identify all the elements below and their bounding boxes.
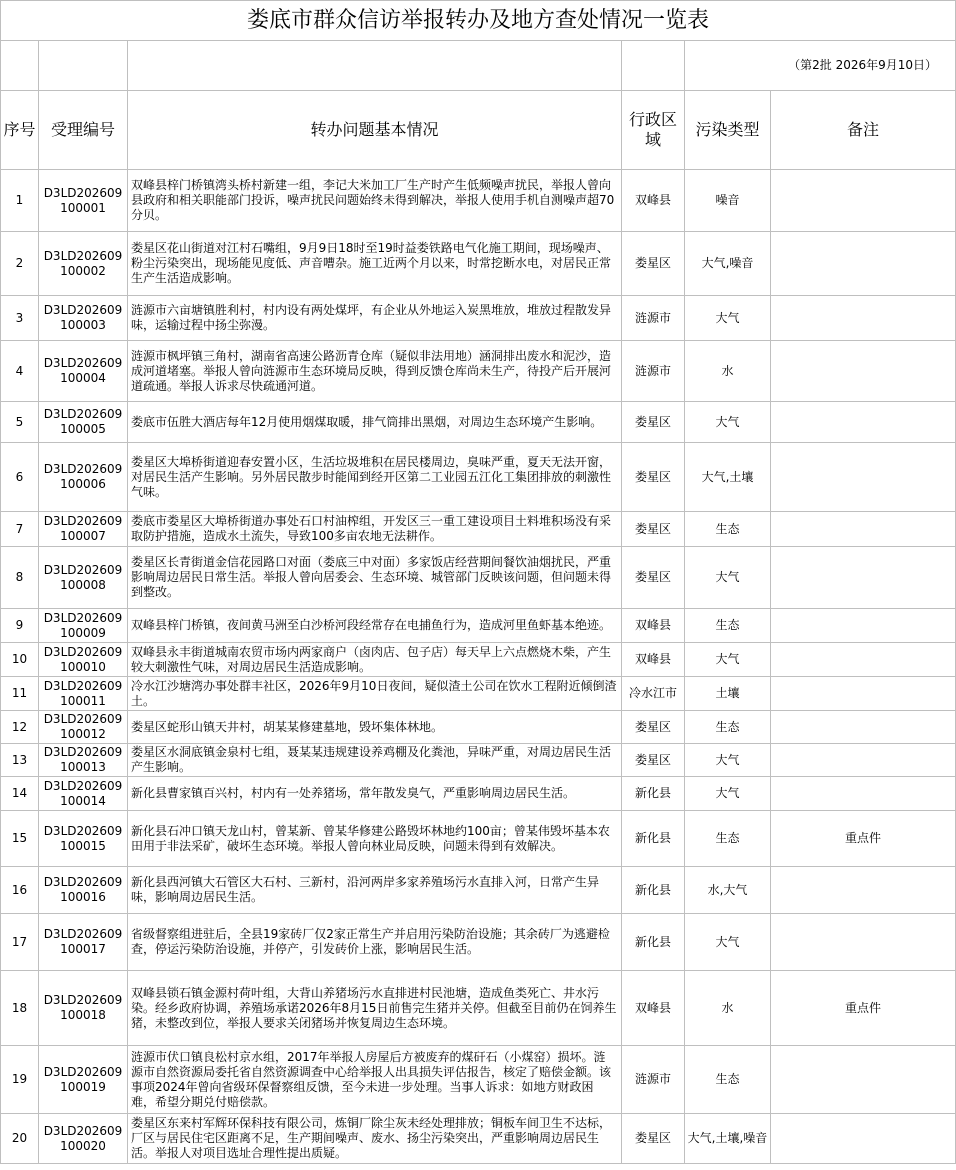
row-code: D3LD202609100002 [39, 232, 128, 296]
row-code: D3LD202609100020 [39, 1114, 128, 1164]
row-region: 娄星区 [622, 402, 685, 443]
row-note [771, 296, 956, 341]
row-seq: 16 [1, 867, 39, 914]
row-region: 涟源市 [622, 1046, 685, 1114]
row-region: 双峰县 [622, 609, 685, 643]
row-seq: 13 [1, 744, 39, 777]
header-note: 备注 [771, 91, 956, 170]
row-code: D3LD202609100010 [39, 643, 128, 677]
row-pollution-type: 水,大气 [685, 867, 771, 914]
row-note [771, 1114, 956, 1164]
row-pollution-type: 大气 [685, 402, 771, 443]
row-seq: 6 [1, 443, 39, 512]
title-row [1, 1, 956, 41]
table-row [1, 341, 956, 402]
table-row [1, 1046, 956, 1114]
batch-label: （第2批 2026年9月10日） [685, 41, 956, 91]
row-code: D3LD202609100012 [39, 711, 128, 744]
row-pollution-type: 大气,土壤,噪音 [685, 1114, 771, 1164]
table-row [1, 609, 956, 643]
row-region: 新化县 [622, 914, 685, 971]
header-pollution: 污染类型 [685, 91, 771, 170]
row-description: 娄星区花山街道对江村石嘴组，9月9日18时至19时益娄铁路电气化施工期间，现场噪声、粉尘污染突出，现场能见度低、声音嘈杂。施工近两个月以来，时常挖断水电，对居民正常生产生活造成影响。 [128, 232, 622, 296]
row-note: 重点件 [771, 811, 956, 867]
row-note [771, 512, 956, 547]
row-code: D3LD202609100009 [39, 609, 128, 643]
header-row [1, 91, 956, 170]
row-pollution-type: 生态 [685, 1046, 771, 1114]
row-description: 双峰县永丰街道城南农贸市场内两家商户（卤肉店、包子店）每天早上六点燃烧木柴，产生较大刺激性气味，对周边居民生活造成影响。 [128, 643, 622, 677]
row-seq: 12 [1, 711, 39, 744]
row-note [771, 677, 956, 711]
empty-cell [622, 41, 685, 91]
row-pollution-type: 大气 [685, 914, 771, 971]
row-seq: 17 [1, 914, 39, 971]
table-row [1, 170, 956, 232]
row-seq: 8 [1, 547, 39, 609]
table-row [1, 811, 956, 867]
row-pollution-type: 大气 [685, 744, 771, 777]
row-pollution-type: 大气 [685, 296, 771, 341]
table-row [1, 867, 956, 914]
row-pollution-type: 水 [685, 971, 771, 1046]
row-description: 双峰县锁石镇金源村荷叶组，大背山养猪场污水直排进村民池塘，造成鱼类死亡、井水污染。经乡政府协调，养殖场承诺2026年8月15日前售完生猪并关停。但截至目前仍在饲养生猪，未整改到位，举报人要求关闭猪场并恢复周边生态环境。 [128, 971, 622, 1046]
table-row [1, 1114, 956, 1164]
row-pollution-type: 大气 [685, 643, 771, 677]
empty-cell [128, 41, 622, 91]
row-region: 双峰县 [622, 643, 685, 677]
row-region: 娄星区 [622, 512, 685, 547]
row-pollution-type: 生态 [685, 512, 771, 547]
row-seq: 7 [1, 512, 39, 547]
batch-row [1, 41, 956, 91]
row-region: 新化县 [622, 867, 685, 914]
row-region: 娄星区 [622, 744, 685, 777]
row-code: D3LD202609100001 [39, 170, 128, 232]
row-pollution-type: 生态 [685, 609, 771, 643]
row-seq: 4 [1, 341, 39, 402]
row-description: 新化县曹家镇百兴村，村内有一处养猪场，常年散发臭气，严重影响周边居民生活。 [128, 777, 622, 811]
row-code: D3LD202609100017 [39, 914, 128, 971]
row-description: 涟源市六亩塘镇胜利村，村内设有两处煤坪，有企业从外地运入炭黑堆放，堆放过程散发异味，运输过程中扬尘弥漫。 [128, 296, 622, 341]
row-seq: 9 [1, 609, 39, 643]
row-seq: 19 [1, 1046, 39, 1114]
header-code: 受理编号 [39, 91, 128, 170]
table-row [1, 777, 956, 811]
page-title: 娄底市群众信访举报转办及地方查处情况一览表 [1, 1, 956, 41]
row-code: D3LD202609100004 [39, 341, 128, 402]
row-note [771, 443, 956, 512]
row-seq: 20 [1, 1114, 39, 1164]
empty-cell [1, 41, 39, 91]
row-code: D3LD202609100013 [39, 744, 128, 777]
row-region: 娄星区 [622, 232, 685, 296]
row-note [771, 341, 956, 402]
row-description: 娄星区蛇形山镇天井村，胡某某修建墓地，毁坏集体林地。 [128, 711, 622, 744]
row-note [771, 547, 956, 609]
row-seq: 10 [1, 643, 39, 677]
row-note [771, 402, 956, 443]
row-description: 娄星区水洞底镇金泉村七组，聂某某违规建设养鸡棚及化粪池，异味严重，对周边居民生活产生影响。 [128, 744, 622, 777]
row-note [771, 643, 956, 677]
row-note [771, 170, 956, 232]
table-row [1, 402, 956, 443]
table-row [1, 744, 956, 777]
row-note: 重点件 [771, 971, 956, 1046]
row-description: 娄底市娄星区大埠桥街道办事处石口村油榨组，开发区三一重工建设项目土料堆积场没有采取防护措施，造成水土流失，导致100多亩农地无法耕作。 [128, 512, 622, 547]
header-desc: 转办问题基本情况 [128, 91, 622, 170]
row-description: 新化县西河镇大石管区大石村、三新村，沿河两岸多家养殖场污水直排入河，日常产生异味，影响周边居民生活。 [128, 867, 622, 914]
row-description: 双峰县梓门桥镇，夜间黄马洲至白沙桥河段经常存在电捕鱼行为，造成河里鱼虾基本绝迹。 [128, 609, 622, 643]
row-code: D3LD202609100015 [39, 811, 128, 867]
row-seq: 5 [1, 402, 39, 443]
row-pollution-type: 大气 [685, 777, 771, 811]
row-seq: 11 [1, 677, 39, 711]
row-code: D3LD202609100005 [39, 402, 128, 443]
header-region: 行政区域 [622, 91, 685, 170]
row-note [771, 232, 956, 296]
row-code: D3LD202609100008 [39, 547, 128, 609]
row-note [771, 1046, 956, 1114]
row-description: 娄星区大埠桥街道迎春安置小区，生活垃圾堆积在居民楼周边，臭味严重，夏天无法开窗，对居民生活产生影响。另外居民散步时能闻到经开区第二工业园五江化工集团排放的刺激性气味。 [128, 443, 622, 512]
row-seq: 14 [1, 777, 39, 811]
table-row [1, 547, 956, 609]
table-row [1, 643, 956, 677]
row-description: 新化县石冲口镇天龙山村，曾某新、曾某华修建公路毁坏林地约100亩；曾某伟毁坏基本农田用于非法采矿，破坏生态环境。举报人曾向林业局反映，问题未得到有效解决。 [128, 811, 622, 867]
row-pollution-type: 大气 [685, 547, 771, 609]
row-region: 新化县 [622, 777, 685, 811]
table-body [1, 1, 956, 1164]
row-code: D3LD202609100007 [39, 512, 128, 547]
row-pollution-type: 生态 [685, 711, 771, 744]
row-region: 双峰县 [622, 971, 685, 1046]
row-note [771, 867, 956, 914]
table-row [1, 443, 956, 512]
row-seq: 18 [1, 971, 39, 1046]
row-code: D3LD202609100019 [39, 1046, 128, 1114]
table-row [1, 914, 956, 971]
row-region: 新化县 [622, 811, 685, 867]
table-row [1, 711, 956, 744]
row-code: D3LD202609100014 [39, 777, 128, 811]
empty-cell [39, 41, 128, 91]
row-region: 冷水江市 [622, 677, 685, 711]
row-region: 娄星区 [622, 443, 685, 512]
row-description: 涟源市伏口镇良松村京水组，2017年举报人房屋后方被废弃的煤矸石（小煤窑）损坏。涟源市自然资源局委托省自然资源调查中心给举报人出具损失评估报告，核定了赔偿金额。该事项2024年曾向省级环保督察组反馈，至今未进一步处理。当事人诉求：如地方财政困难，希望分期兑付赔偿款。 [128, 1046, 622, 1114]
table-row [1, 971, 956, 1046]
row-note [771, 711, 956, 744]
row-description: 冷水江沙塘湾办事处群丰社区，2026年9月10日夜间，疑似渣土公司在饮水工程附近倾倒渣土。 [128, 677, 622, 711]
row-description: 娄底市伍胜大酒店每年12月使用烟煤取暖，排气筒排出黑烟，对周边生态环境产生影响。 [128, 402, 622, 443]
row-seq: 3 [1, 296, 39, 341]
row-pollution-type: 大气,土壤 [685, 443, 771, 512]
row-description: 娄星区东来村军辉环保科技有限公司，炼铜厂除尘灰未经处理排放；铜板车间卫生不达标，厂区与居民住宅区距离不足，生产期间噪声、废水、扬尘污染突出，严重影响周边居民生活。举报人对项目选址合理性提出质疑。 [128, 1114, 622, 1164]
row-code: D3LD202609100016 [39, 867, 128, 914]
row-region: 娄星区 [622, 711, 685, 744]
row-description: 娄星区长青街道金信花园路口对面（娄底三中对面）多家饭店经营期间餐饮油烟扰民，严重影响周边居民日常生活。举报人曾向居委会、生态环境、城管部门反映该问题，但问题未得到整改。 [128, 547, 622, 609]
table-row [1, 296, 956, 341]
row-region: 双峰县 [622, 170, 685, 232]
row-code: D3LD202609100011 [39, 677, 128, 711]
table-row [1, 232, 956, 296]
row-pollution-type: 生态 [685, 811, 771, 867]
row-note [771, 609, 956, 643]
row-code: D3LD202609100006 [39, 443, 128, 512]
row-seq: 1 [1, 170, 39, 232]
row-pollution-type: 噪音 [685, 170, 771, 232]
header-seq: 序号 [1, 91, 39, 170]
row-pollution-type: 土壤 [685, 677, 771, 711]
row-note [771, 914, 956, 971]
row-description: 省级督察组进驻后，全县19家砖厂仅2家正常生产并启用污染防治设施；其余砖厂为逃避检查，停运污染防治设施，并停产，引发砖价上涨，影响居民生活。 [128, 914, 622, 971]
row-region: 娄星区 [622, 547, 685, 609]
row-region: 娄星区 [622, 1114, 685, 1164]
row-seq: 15 [1, 811, 39, 867]
table-row [1, 677, 956, 711]
row-note [771, 777, 956, 811]
row-note [771, 744, 956, 777]
table-row [1, 512, 956, 547]
row-description: 涟源市枫坪镇三角村，湖南省高速公路沥青仓库（疑似非法用地）涵洞排出废水和泥沙，造成河道堵塞。举报人曾向涟源市生态环境局反映，得到反馈仓库尚未生产，待投产后开展河道疏通。举报人诉求尽快疏通河道。 [128, 341, 622, 402]
row-seq: 2 [1, 232, 39, 296]
row-region: 涟源市 [622, 341, 685, 402]
row-pollution-type: 大气,噪音 [685, 232, 771, 296]
row-region: 涟源市 [622, 296, 685, 341]
row-code: D3LD202609100003 [39, 296, 128, 341]
row-pollution-type: 水 [685, 341, 771, 402]
row-description: 双峰县梓门桥镇湾头桥村新建一组，李记大米加工厂生产时产生低频噪声扰民，举报人曾向县政府和相关职能部门投诉，噪声扰民问题始终未得到解决，举报人使用手机自测噪声超70分贝。 [128, 170, 622, 232]
row-code: D3LD202609100018 [39, 971, 128, 1046]
